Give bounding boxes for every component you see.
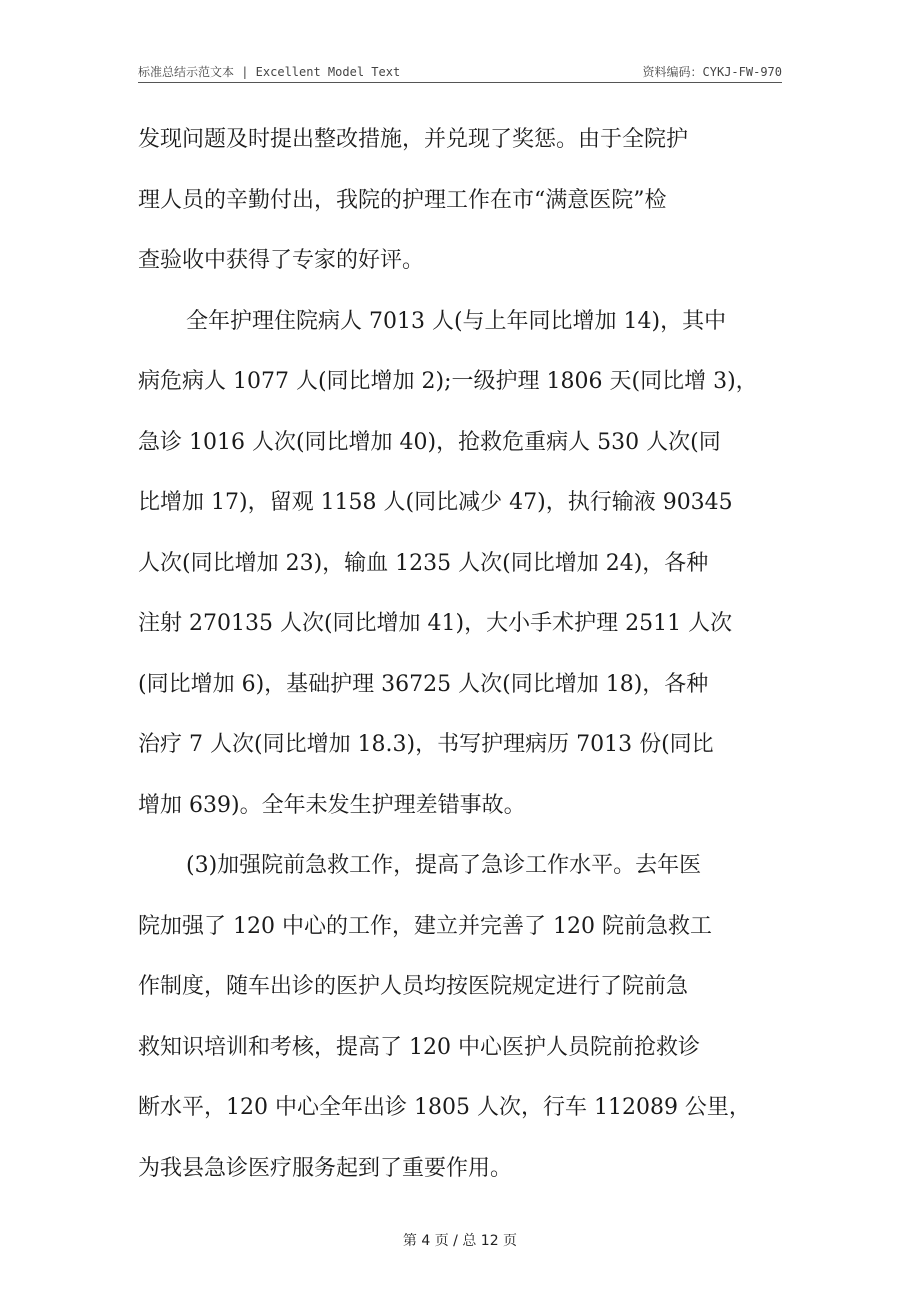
- text-line: 急诊 1016 人次(同比增加 40)，抢救危重病人 530 人次(同: [138, 429, 721, 455]
- text-line: (同比增加 6)，基础护理 36725 人次(同比增加 18)，各种: [138, 671, 709, 697]
- document-code: 资料编码：CYKJ-FW-970: [642, 65, 782, 79]
- text-line: 断水平，120 中心全年出诊 1805 人次，行车 112089 公里，: [138, 1095, 751, 1120]
- paragraph-first-line: (3)加强院前急救工作，提高了急诊工作水平。去年医: [186, 853, 702, 878]
- text-line: 比增加 17)，留观 1158 人(同比减少 47)，执行输液 90345: [138, 490, 733, 515]
- document-body: [138, 110, 798, 1199]
- text-line: 人次(同比增加 23)，输血 1235 人次(同比增加 24)，各种: [138, 550, 709, 576]
- text-line: 注射 270135 人次(同比增加 41)，大小手术护理 2511 人次: [138, 611, 733, 636]
- text-line: 救知识培训和考核，提高了 120 中心医护人员院前抢救诊: [138, 1034, 700, 1060]
- text-line: 治疗 7 人次(同比增加 18.3)，书写护理病历 7013 份(同比: [138, 732, 714, 757]
- text-line: 发现问题及时提出整改措施，并兑现了奖惩。由于全院护: [138, 127, 689, 152]
- text-line: 理人员的辛勤付出，我院的护理工作在市“满意医院”检: [138, 187, 667, 213]
- text-line: 院加强了 120 中心的工作，建立并完善了 120 院前急救工: [138, 913, 712, 939]
- paragraph-first-line: 全年护理住院病人 7013 人(与上年同比增加 14)，其中: [186, 308, 727, 334]
- text-line: 作制度，随车出诊的医护人员均按医院规定进行了院前急: [138, 974, 689, 999]
- text-line: 增加 639)。全年未发生护理差错事故。: [138, 792, 526, 818]
- page-header: [138, 60, 782, 83]
- page-footer: [0, 1230, 920, 1250]
- text-line: 查验收中获得了专家的好评。: [138, 248, 425, 273]
- text-line: 病危病人 1077 人(同比增加 2);一级护理 1806 天(同比增 3)，: [138, 369, 758, 394]
- header-title: 标准总结示范文本 | Excellent Model Text: [138, 65, 401, 79]
- page-number: 第 4 页 / 总 12 页: [402, 1233, 518, 1249]
- text-line: 为我县急诊医疗服务起到了重要作用。: [138, 1155, 513, 1181]
